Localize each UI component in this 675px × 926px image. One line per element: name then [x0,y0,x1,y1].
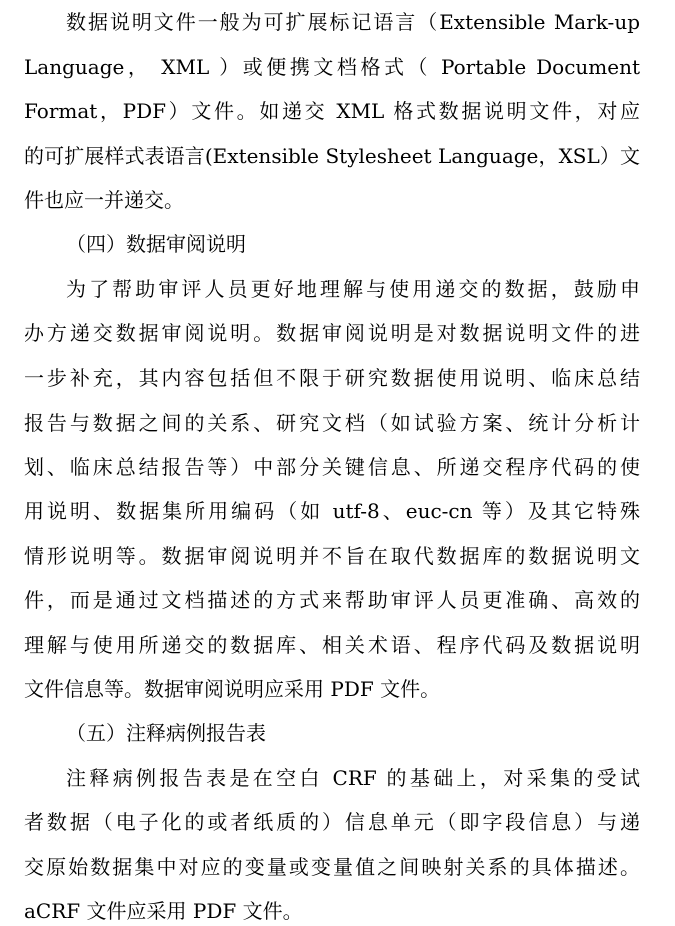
paragraph-line: 的可扩展样式表语言(Extensible Stylesheet Language，XSL）文 [24,144,640,168]
paragraph-line: 划、临床总结报告等）中部分关键信息、所递交程序代码的使 [24,455,640,479]
paragraph-line: 理解与使用所递交的数据库、相关术语、程序代码及数据说明 [24,633,640,657]
paragraph-line: 情形说明等。数据审阅说明并不旨在取代数据库的数据说明文 [24,544,640,568]
paragraph-line: 为了帮助审评人员更好地理解与使用递交的数据，鼓励申 [66,277,640,301]
paragraph-line: 件也应一并递交。 [24,188,184,212]
paragraph-line: 一步补充，其内容包括但不限于研究数据使用说明、临床总结 [24,366,640,390]
paragraph-line: 交原始数据集中对应的变量或变量值之间映射关系的具体描述。 [24,855,640,879]
paragraph-line: 者数据（电子化的或者纸质的）信息单元（即字段信息）与递 [24,810,640,834]
paragraph-line: 数据说明文件一般为可扩展标记语言（Extensible Mark-up [66,10,640,34]
section-heading: （五）注释病例报告表 [66,721,266,745]
paragraph-line: 用说明、数据集所用编码（如 utf-8、euc-cn 等）及其它特殊 [24,499,640,523]
paragraph-line: Language， XML ）或便携文档格式（ Portable Document [24,55,640,79]
paragraph-line: 注释病例报告表是在空白 CRF 的基础上，对采集的受试 [66,766,640,790]
paragraph-line: 文件信息等。数据审阅说明应采用 PDF 文件。 [24,677,441,701]
paragraph-line: 报告与数据之间的关系、研究文档（如试验方案、统计分析计 [24,411,640,435]
section-heading: （四）数据审阅说明 [66,232,246,256]
paragraph-line: Format，PDF）文件。如递交 XML 格式数据说明文件，对应 [24,99,640,123]
paragraph-line: aCRF 文件应采用 PDF 文件。 [24,899,303,923]
paragraph-line: 办方递交数据审阅说明。数据审阅说明是对数据说明文件的进 [24,321,640,345]
paragraph-line: 件，而是通过文档描述的方式来帮助审评人员更准确、高效的 [24,588,640,612]
